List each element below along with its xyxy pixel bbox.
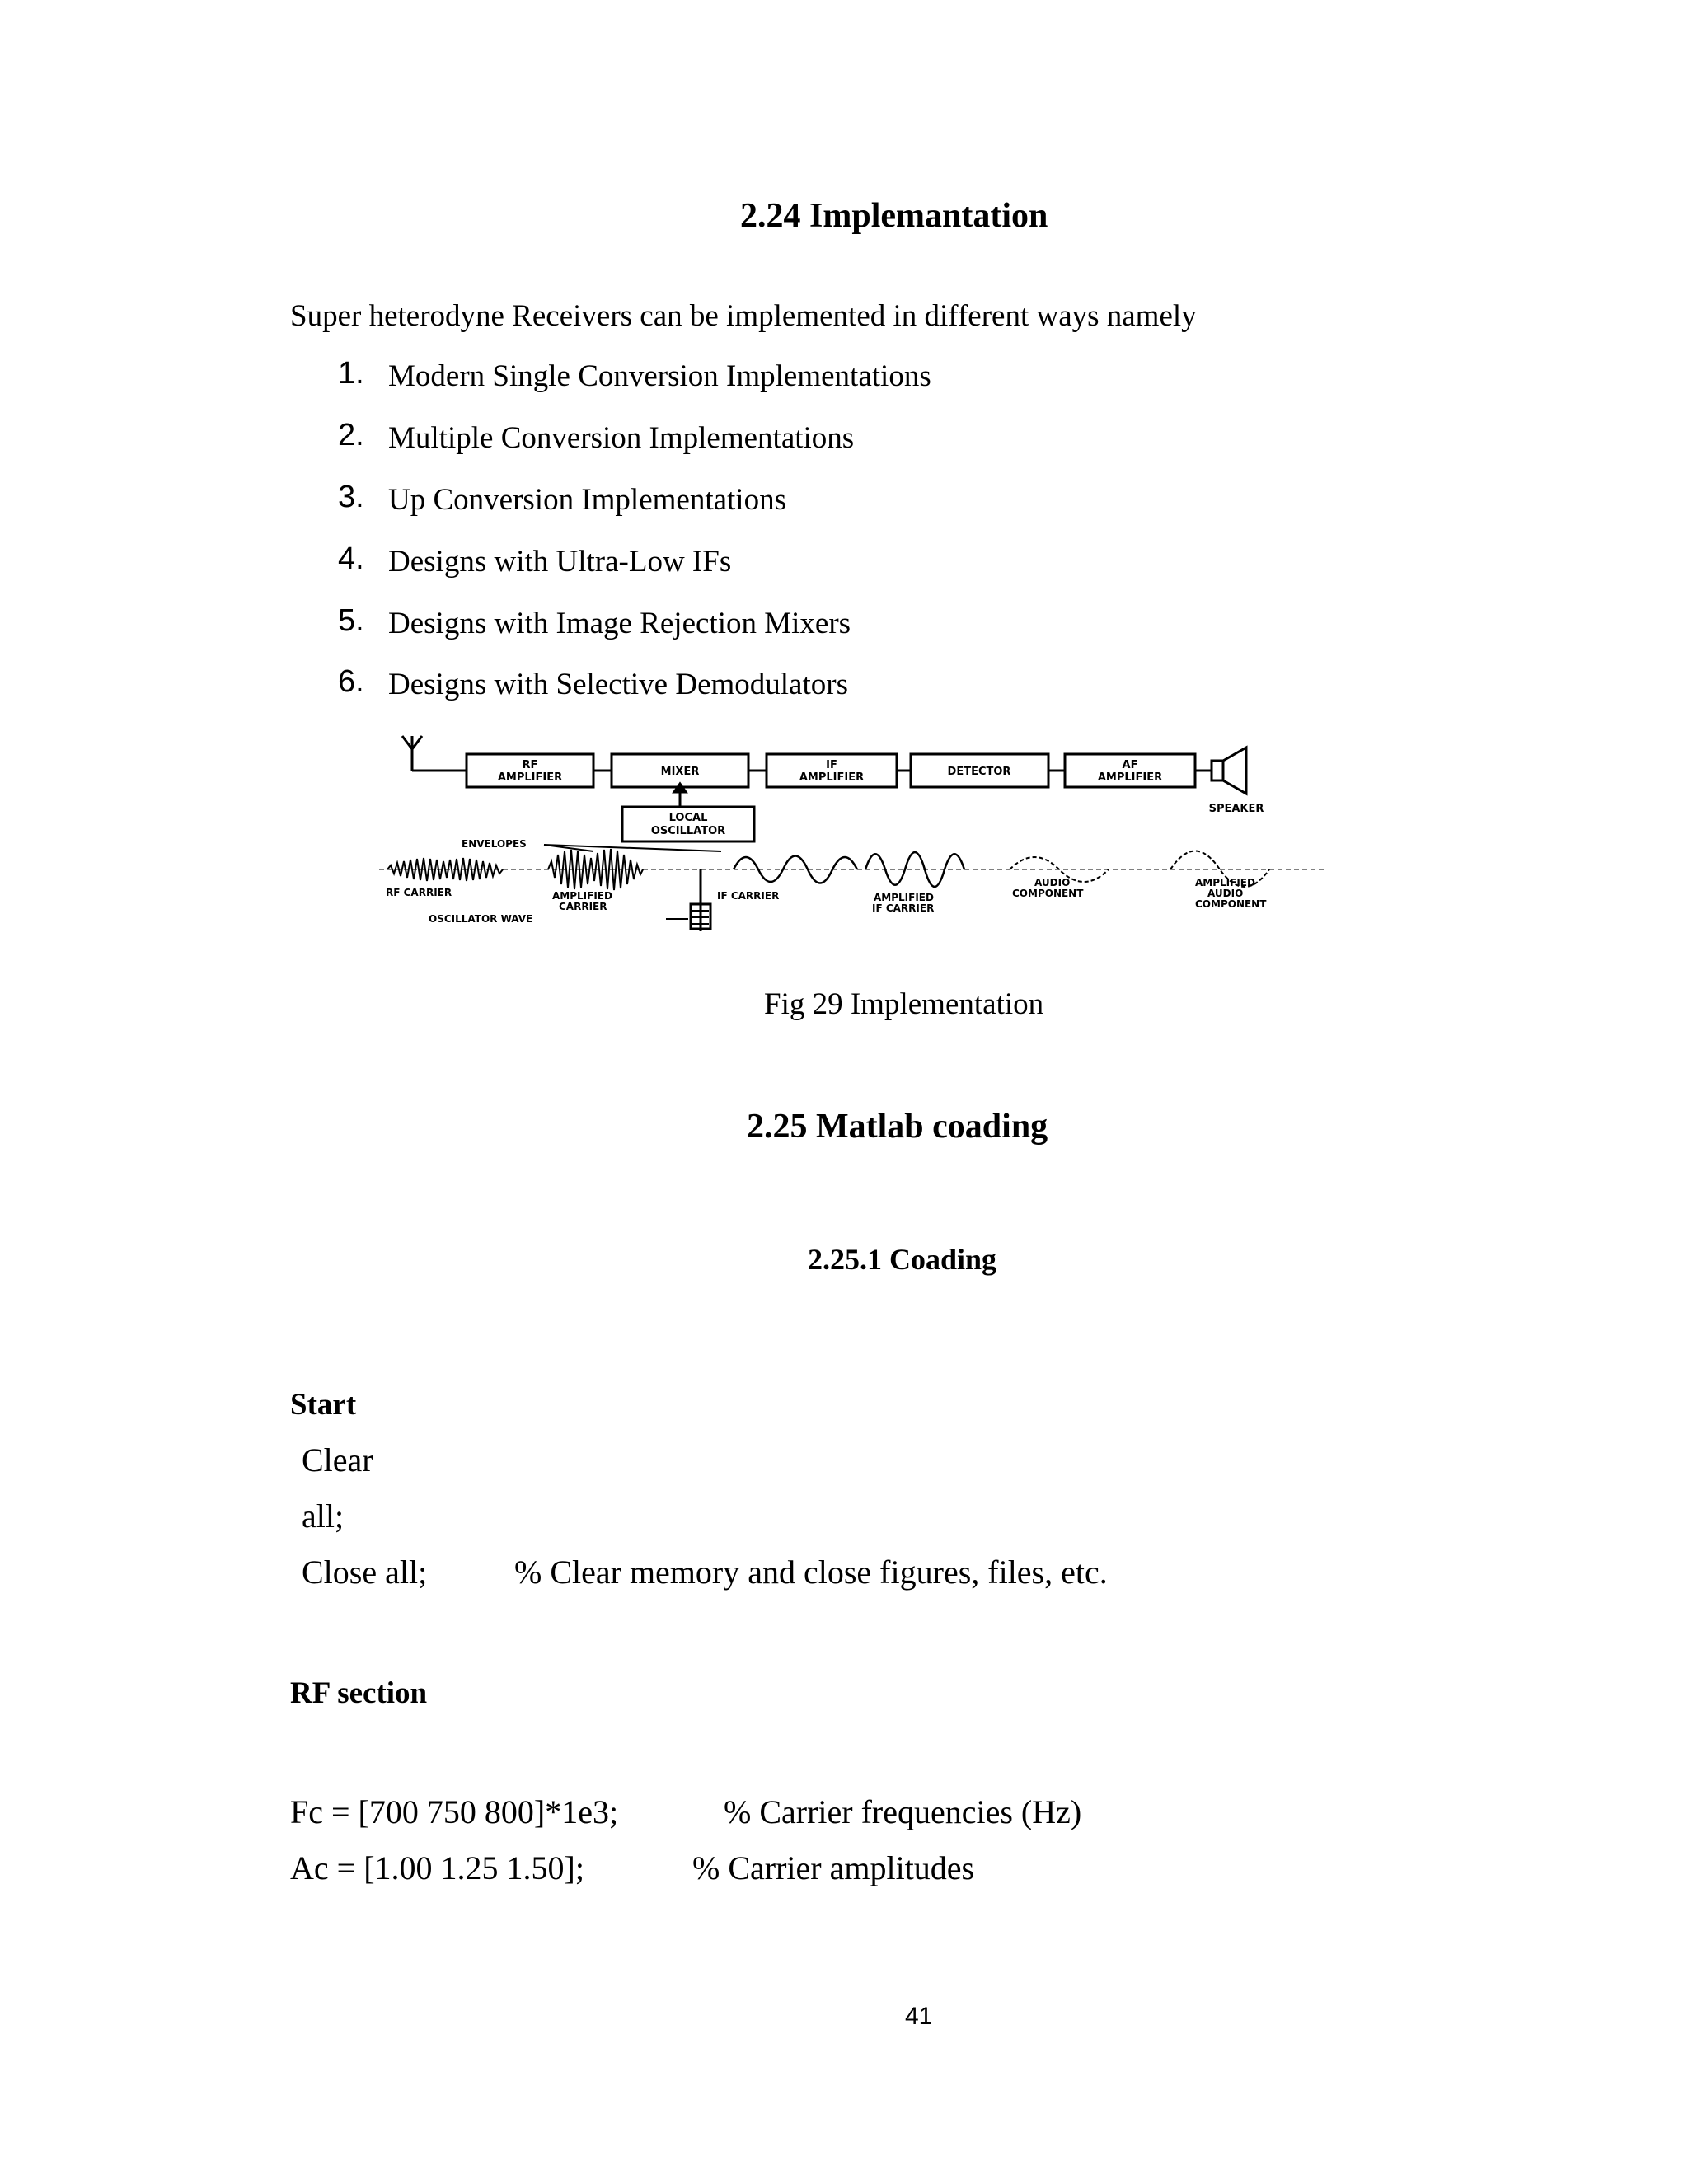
envelopes-label: ENVELOPES [462,838,527,850]
if-amplifier-label-2: AMPLIFIER [799,771,865,784]
amplified-carrier-label-1: AMPLIFIED [552,890,612,902]
audio-component-label-2: COMPONENT [1012,888,1084,899]
list-text: Up Conversion Implementations [388,483,786,517]
intro-paragraph: Super heterodyne Receivers can be implemented in different ways namely [290,299,1197,333]
mixer-label: MIXER [660,766,700,778]
list-text: Modern Single Conversion Implementations [388,359,931,393]
local-oscillator-label-1: LOCAL [668,812,708,824]
list-text: Multiple Conversion Implementations [388,421,855,455]
amplified-if-carrier-label-2: IF CARRIER [872,902,935,914]
code-clear: Clear [302,1441,373,1479]
start-label: Start [290,1388,357,1422]
rf-amplifier-label-1: RF [522,759,538,771]
code-fc-comment: % Carrier frequencies (Hz) [724,1793,1082,1830]
speaker-label: SPEAKER [1208,803,1264,815]
rf-amplifier-label-2: AMPLIFIER [497,771,563,784]
list-text: Designs with Image Rejection Mixers [388,607,851,640]
audio-component-label-1: AUDIO [1034,877,1071,888]
af-amplifier-label-1: AF [1122,759,1138,771]
oscillator-wave-marker [666,869,710,931]
local-oscillator-label-2: OSCILLATOR [650,825,726,837]
receiver-block-diagram [379,729,1324,931]
code-fc-line: Fc = [700 750 800]*1e3; [290,1793,619,1830]
amplified-if-carrier-label-1: AMPLIFIED [874,892,934,903]
af-amplifier-label-2: AMPLIFIER [1097,771,1163,784]
amplified-carrier-label-2: CARRIER [559,901,607,912]
if-carrier-label: IF CARRIER [717,890,780,902]
list-number: 1. [338,356,364,391]
antenna-icon [402,736,462,771]
section-title-2-24: 2.24 Implemantation [740,197,1048,235]
rf-carrier-wave [387,858,503,881]
speaker-icon [1212,748,1246,794]
code-close-comment: % Clear memory and close figures, files, etc. [514,1554,1108,1591]
list-number: 5. [338,603,364,638]
code-close-all: Close all; [302,1554,428,1591]
page-number: 41 [905,2003,933,2030]
rf-section-label: RF section [290,1676,428,1710]
amplified-audio-label-1: AMPLIFIED [1195,877,1255,888]
list-text: Designs with Selective Demodulators [388,668,848,701]
rf-carrier-label: RF CARRIER [386,887,452,898]
code-ac-comment: % Carrier amplitudes [692,1849,975,1886]
list-number: 4. [338,541,364,576]
amplified-audio-label-3: COMPONENT [1195,898,1267,910]
list-number: 3. [338,480,364,514]
list-number: 2. [338,418,364,452]
amplified-audio-label-2: AUDIO [1207,888,1244,899]
figure-caption: Fig 29 Implementation [764,987,1044,1021]
subsection-title-2-25-1: 2.25.1 Coading [808,1243,997,1276]
code-ac-line: Ac = [1.00 1.25 1.50]; [290,1849,584,1886]
code-all: all; [302,1497,345,1535]
amplified-carrier-wave [548,849,643,890]
if-amplifier-label-1: IF [826,759,837,771]
list-number: 6. [338,664,364,699]
list-text: Designs with Ultra-Low IFs [388,545,732,579]
oscillator-wave-label: OSCILLATOR WAVE [429,913,533,925]
section-title-2-25: 2.25 Matlab coading [747,1108,1048,1146]
detector-label: DETECTOR [947,766,1011,778]
